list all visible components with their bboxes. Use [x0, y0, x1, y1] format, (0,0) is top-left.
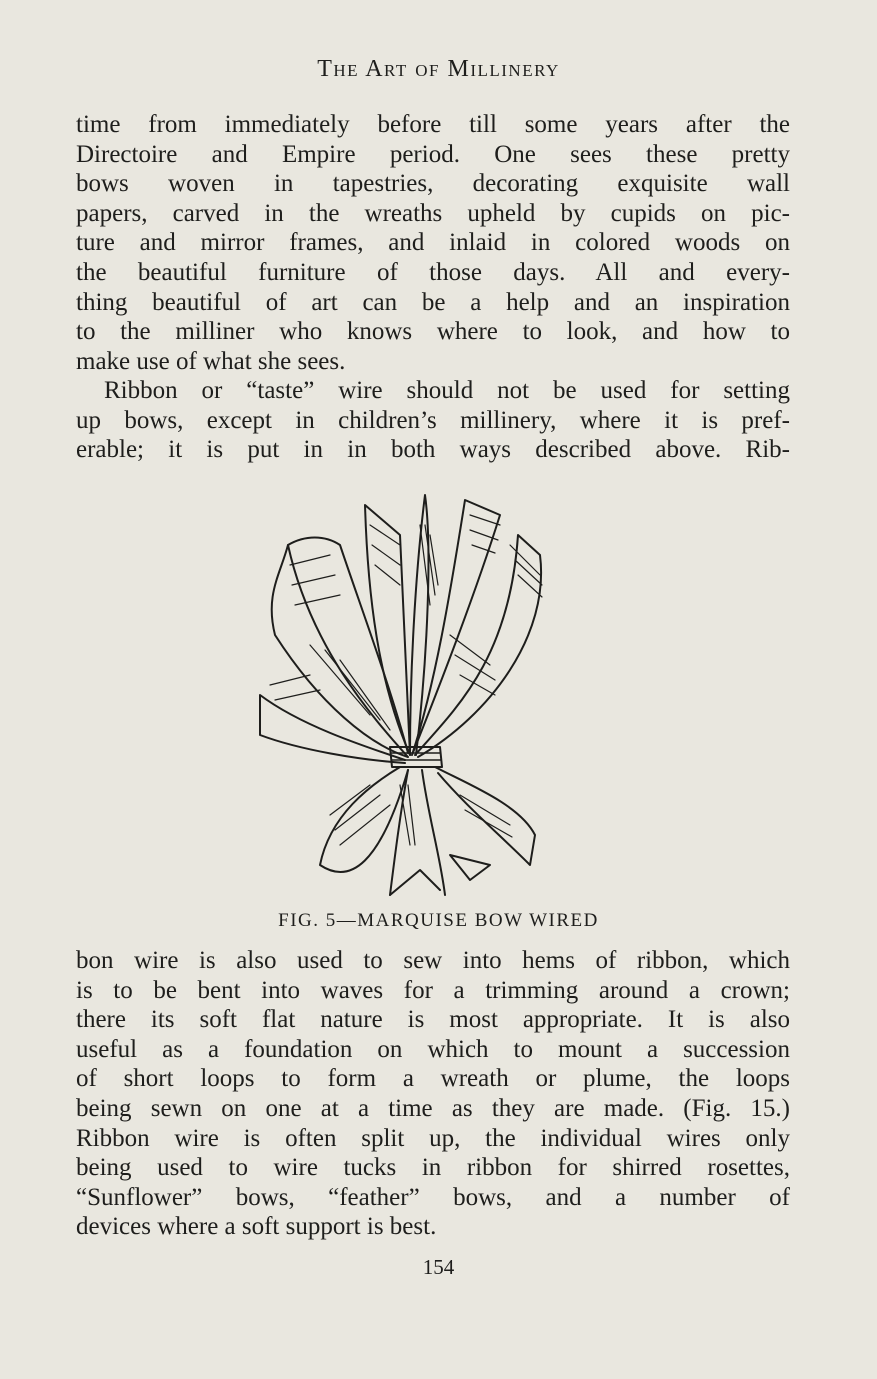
text-line: make use of what she sees. [76, 347, 346, 375]
text-line: Ribbon or “taste” wire should not be used for setting [104, 377, 790, 404]
text-line: ture and mirror frames, and inlaid in colored woods on [76, 229, 790, 257]
text-line: being sewn on one at a time as they are made. (Fig. 15.) [76, 1094, 790, 1122]
page-number: 154 [422, 1255, 455, 1279]
paragraph-3 [76, 946, 790, 1242]
paragraph-1 [76, 110, 790, 376]
text-line: devices where a soft support is best. [76, 1213, 437, 1241]
text-line: Directoire and Empire period. One sees these pretty [76, 140, 790, 168]
paragraph-2 [76, 376, 790, 465]
text-line: being used to wire tucks in ribbon for shirred rosettes, [76, 1154, 790, 1182]
text-line: bows woven in tapestries, decorating exquisite wall [76, 170, 790, 198]
text-line: Ribbon wire is often split up, the individual wires only [76, 1124, 790, 1152]
text-line: time from immediately before till some years after the [76, 111, 790, 138]
text-line: erable; it is put in in both ways described above. Rib- [76, 436, 790, 464]
text-line: there its soft flat nature is most appropriate. It is also [76, 1006, 790, 1034]
figure-caption: FIG. 5—MARQUISE BOW WIRED [278, 910, 599, 931]
text-line: useful as a foundation on which to mount a succession [76, 1035, 790, 1063]
text-line: “Sunflower” bows, “feather” bows, and a number of [76, 1183, 790, 1211]
text-line: is to be bent into waves for a trimming around a crown; [76, 976, 790, 1004]
marquise-bow-illustration-icon [250, 485, 590, 905]
text-line: up bows, except in children’s millinery, where it is pref- [76, 406, 790, 434]
text-line: papers, carved in the wreaths upheld by cupids on pic- [76, 199, 790, 227]
running-head: The Art of Millinery [317, 56, 560, 82]
text-line: of short loops to form a wreath or plume, the loops [76, 1065, 790, 1093]
text-line: bon wire is also used to sew into hems of ribbon, which [76, 947, 790, 974]
text-line: to the milliner who knows where to look, and how to [76, 318, 790, 346]
text-line: the beautiful furniture of those days. All and every- [76, 258, 790, 286]
text-line: thing beautiful of art can be a help and an inspiration [76, 288, 790, 316]
